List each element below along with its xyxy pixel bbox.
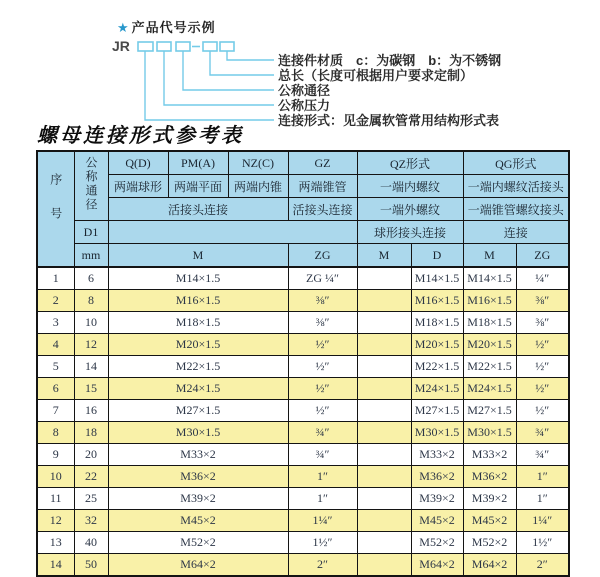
cell-no: 1: [37, 267, 74, 290]
cell-qz_d: M24×1.5: [411, 378, 463, 400]
cell-no: 14: [37, 554, 74, 577]
cell-gz: 1″: [288, 488, 357, 510]
cell-qz_m: [357, 290, 411, 312]
header-m-label: M: [108, 244, 288, 268]
header-col-pm: PM(A): [168, 151, 228, 175]
cell-qg_zg: ⅜″: [516, 290, 569, 312]
cell-gz: 1½″: [288, 532, 357, 554]
table-row: [37, 554, 569, 577]
cell-m: M36×2: [108, 466, 288, 488]
header-pm-desc: 两端平面: [168, 175, 228, 198]
cell-m: M64×2: [108, 554, 288, 577]
cell-no: 9: [37, 444, 74, 466]
cell-no: 4: [37, 334, 74, 356]
cell-qz_d: M45×2: [411, 510, 463, 532]
cell-gz: 1¼″: [288, 510, 357, 532]
cell-qg_zg: ½″: [516, 356, 569, 378]
header-qg-desc1: 一端内螺纹活接头: [463, 175, 569, 198]
cell-m: M27×1.5: [108, 400, 288, 422]
table-row: [37, 466, 569, 488]
cell-no: 2: [37, 290, 74, 312]
table-row: [37, 312, 569, 334]
cell-qz_d: M22×1.5: [411, 356, 463, 378]
cell-qg_zg: ¾″: [516, 422, 569, 444]
header-col-nz: NZ(C): [228, 151, 288, 175]
header-gz-desc: 两端锥管: [288, 175, 357, 198]
cell-m: M22×1.5: [108, 356, 288, 378]
cell-qz_m: [357, 532, 411, 554]
cell-qz_m: [357, 378, 411, 400]
table-row: [37, 422, 569, 444]
cell-qg_m: M20×1.5: [463, 334, 516, 356]
cell-qg_zg: ¾″: [516, 444, 569, 466]
cell-gz: ½″: [288, 400, 357, 422]
cell-m: M18×1.5: [108, 312, 288, 334]
cell-qg_m: M33×2: [463, 444, 516, 466]
cell-qg_m: M24×1.5: [463, 378, 516, 400]
cell-qg_m: M16×1.5: [463, 290, 516, 312]
header-qz-d: D: [411, 244, 463, 268]
header-qz-conn: 球形接头连接: [357, 221, 463, 244]
cell-mm: 14: [74, 356, 108, 378]
header-mm: mm: [74, 244, 108, 268]
cell-qg_zg: 1½″: [516, 532, 569, 554]
header-nominal-diameter: [74, 151, 108, 221]
header-col-qg: QG形式: [463, 151, 569, 175]
cell-mm: 25: [74, 488, 108, 510]
cell-qg_zg: 2″: [516, 554, 569, 577]
cell-no: 6: [37, 378, 74, 400]
cell-no: 13: [37, 532, 74, 554]
cell-no: 7: [37, 400, 74, 422]
cell-gz: ¾″: [288, 444, 357, 466]
cell-gz: ½″: [288, 356, 357, 378]
header-blank: [108, 221, 357, 244]
table-row: [37, 378, 569, 400]
cell-qg_m: M45×2: [463, 510, 516, 532]
leader-line-diameter: [183, 51, 274, 90]
cell-m: M20×1.5: [108, 334, 288, 356]
cell-mm: 20: [74, 444, 108, 466]
cell-m: M30×1.5: [108, 422, 288, 444]
cell-m: M14×1.5: [108, 267, 288, 290]
star-icon: ★: [117, 20, 130, 35]
code-box-5: [220, 42, 234, 51]
table-row: [37, 400, 569, 422]
nut-connection-table: [36, 150, 570, 577]
table-body: [37, 267, 569, 576]
header-d1: D1: [74, 221, 108, 244]
header-qg-desc2: 一端锥管螺纹接头: [463, 198, 569, 221]
cell-qz_d: M52×2: [411, 532, 463, 554]
cell-qz_m: [357, 554, 411, 577]
cell-qg_m: M39×2: [463, 488, 516, 510]
cell-gz: ⅜″: [288, 290, 357, 312]
cell-qz_d: M30×1.5: [411, 422, 463, 444]
code-box-1: [138, 42, 153, 51]
cell-m: M24×1.5: [108, 378, 288, 400]
cell-qz_m: [357, 267, 411, 290]
code-box-3: [176, 42, 190, 51]
cell-gz: ¾″: [288, 422, 357, 444]
cell-mm: 18: [74, 422, 108, 444]
cell-no: 12: [37, 510, 74, 532]
cell-qz_m: [357, 356, 411, 378]
section-title: 螺母连接形式参考表: [37, 123, 244, 147]
cell-qz_d: M14×1.5: [411, 267, 463, 290]
cell-qg_zg: ½″: [516, 378, 569, 400]
code-box-2: [157, 42, 171, 51]
cell-qg_zg: 1″: [516, 488, 569, 510]
cell-qz_d: M39×2: [411, 488, 463, 510]
cell-m: M52×2: [108, 532, 288, 554]
label-material: 连接件材质 c：为碳钢 b：为不锈钢: [278, 53, 502, 68]
cell-qz_m: [357, 334, 411, 356]
product-code-heading-text: 产品代号示例: [131, 20, 216, 35]
table-row: [37, 510, 569, 532]
cell-mm: 12: [74, 334, 108, 356]
table-row: [37, 488, 569, 510]
cell-qg_zg: 1″: [516, 466, 569, 488]
header-zg-label: ZG: [288, 244, 357, 268]
code-box-4: [203, 42, 217, 51]
cell-mm: 50: [74, 554, 108, 577]
cell-gz: ZG ¼″: [288, 267, 357, 290]
cell-gz: ½″: [288, 378, 357, 400]
cell-qz_d: M64×2: [411, 554, 463, 577]
cell-mm: 22: [74, 466, 108, 488]
header-col-gz: GZ: [288, 151, 357, 175]
cell-m: M16×1.5: [108, 290, 288, 312]
header-qg-conn: 连接: [463, 221, 569, 244]
header-col-q: Q(D): [108, 151, 168, 175]
cell-mm: 6: [74, 267, 108, 290]
cell-qz_d: M27×1.5: [411, 400, 463, 422]
cell-mm: 32: [74, 510, 108, 532]
table-row: [37, 334, 569, 356]
cell-no: 3: [37, 312, 74, 334]
label-pressure: 公称压力: [278, 98, 331, 113]
cell-gz: 2″: [288, 554, 357, 577]
cell-m: M39×2: [108, 488, 288, 510]
table-row: [37, 444, 569, 466]
header-seq: [37, 151, 74, 267]
code-prefix: JR: [112, 38, 130, 54]
cell-qg_zg: 1¼″: [516, 510, 569, 532]
cell-qz_d: M16×1.5: [411, 290, 463, 312]
cell-qg_zg: ⅜″: [516, 312, 569, 334]
header-qz-desc2: 一端外螺纹: [357, 198, 463, 221]
cell-qg_m: M14×1.5: [463, 267, 516, 290]
cell-gz: ⅜″: [288, 312, 357, 334]
cell-qz_d: M36×2: [411, 466, 463, 488]
cell-qg_zg: ½″: [516, 334, 569, 356]
cell-no: 5: [37, 356, 74, 378]
cell-qg_m: M18×1.5: [463, 312, 516, 334]
cell-no: 8: [37, 422, 74, 444]
header-seq-text: 序号: [48, 173, 63, 241]
cell-qz_m: [357, 466, 411, 488]
cell-qz_m: [357, 312, 411, 334]
cell-qz_m: [357, 444, 411, 466]
table-row: [37, 290, 569, 312]
table-row: [37, 267, 569, 290]
header-qg-zg: ZG: [516, 244, 569, 268]
label-length: 总长（长度可根据用户要求定制）: [278, 68, 474, 83]
cell-qg_m: M36×2: [463, 466, 516, 488]
cell-qz_d: M33×2: [411, 444, 463, 466]
cell-no: 10: [37, 466, 74, 488]
header-union-conn: 活接头连接: [108, 198, 288, 221]
leader-line-length: [210, 51, 274, 75]
cell-qg_m: M27×1.5: [463, 400, 516, 422]
table-row: [37, 356, 569, 378]
label-diameter: 公称通径: [278, 83, 331, 98]
cell-qz_m: [357, 510, 411, 532]
cell-mm: 16: [74, 400, 108, 422]
cell-qg_m: M22×1.5: [463, 356, 516, 378]
leader-line-material: [227, 51, 274, 60]
cell-m: M45×2: [108, 510, 288, 532]
cell-qz_m: [357, 488, 411, 510]
cell-mm: 15: [74, 378, 108, 400]
cell-qg_zg: ½″: [516, 400, 569, 422]
cell-gz: ½″: [288, 334, 357, 356]
cell-qg_m: M30×1.5: [463, 422, 516, 444]
cell-mm: 8: [74, 290, 108, 312]
cell-qz_d: M18×1.5: [411, 312, 463, 334]
cell-no: 11: [37, 488, 74, 510]
label-connform: 连接形式：见金属软管常用结构形式表: [278, 113, 500, 128]
cell-mm: 10: [74, 312, 108, 334]
table-header: [37, 151, 569, 267]
header-nz-desc: 两端内锥: [228, 175, 288, 198]
cell-qg_m: M64×2: [463, 554, 516, 577]
cell-qg_m: M52×2: [463, 532, 516, 554]
header-q-desc: 两端球形: [108, 175, 168, 198]
header-qz-m: M: [357, 244, 411, 268]
header-col-qz: QZ形式: [357, 151, 463, 175]
cell-m: M33×2: [108, 444, 288, 466]
cell-qz_m: [357, 422, 411, 444]
header-nominal-text: 公称通径: [84, 156, 98, 212]
cell-qg_zg: ¼″: [516, 267, 569, 290]
table-row: [37, 532, 569, 554]
header-qz-desc1: 一端内螺纹: [357, 175, 463, 198]
cell-qz_d: M20×1.5: [411, 334, 463, 356]
cell-gz: 1″: [288, 466, 357, 488]
cell-mm: 40: [74, 532, 108, 554]
header-gz-conn: 活接头连接: [288, 198, 357, 221]
header-qg-m: M: [463, 244, 516, 268]
cell-qz_m: [357, 400, 411, 422]
leader-line-pressure: [164, 51, 274, 105]
